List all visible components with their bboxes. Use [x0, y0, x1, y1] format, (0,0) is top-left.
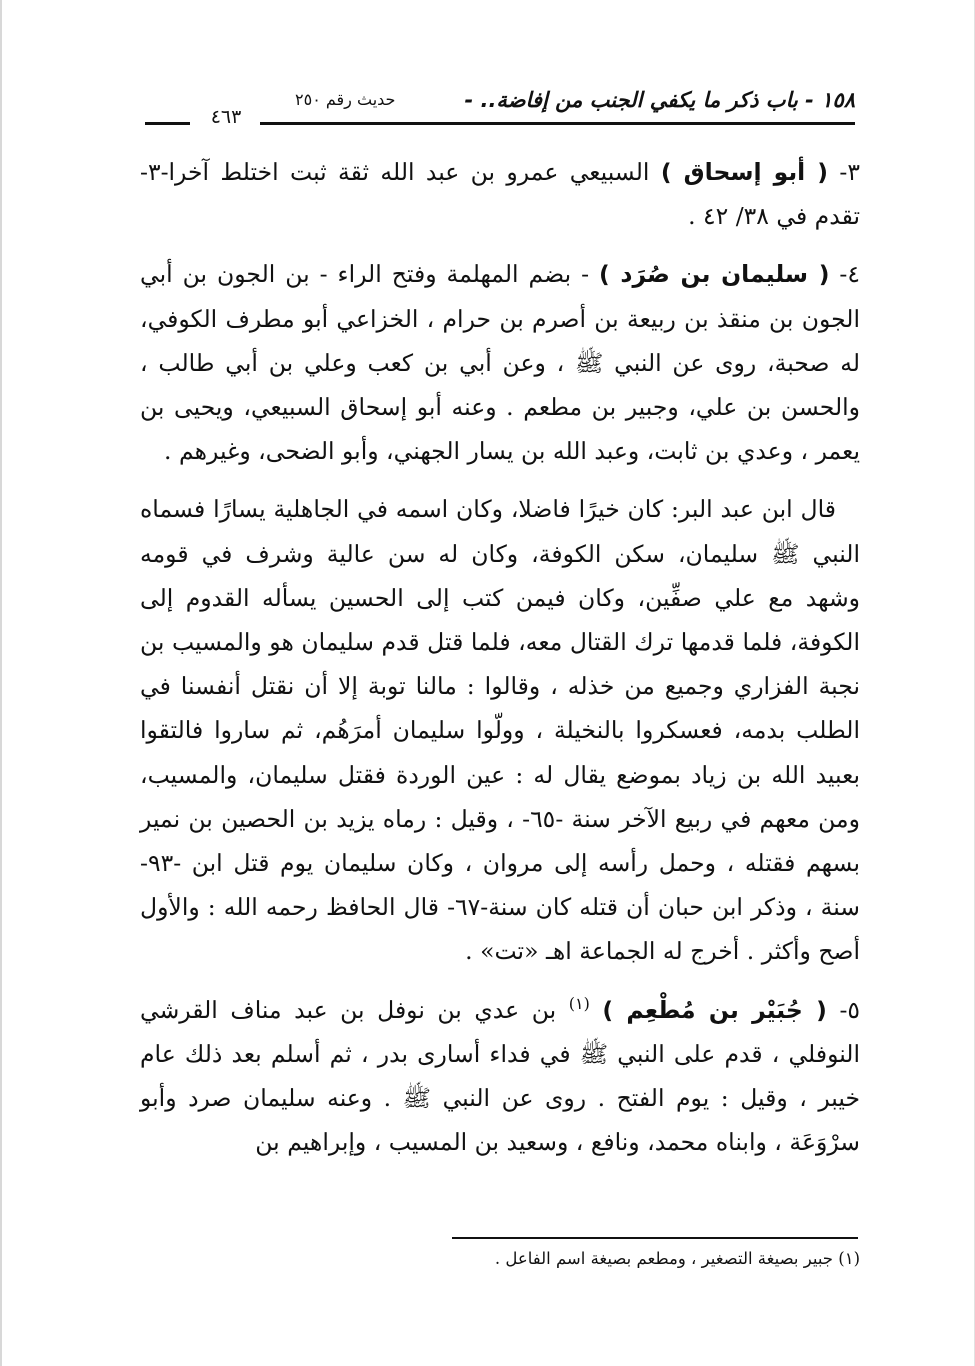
- header-rule: [260, 122, 855, 125]
- entry-5: [140, 988, 860, 1165]
- header-dash: [145, 122, 190, 125]
- entry-number: ٣-: [839, 158, 860, 186]
- entry-4: [140, 252, 860, 473]
- main-text: [140, 150, 860, 1164]
- narrator-name: ( جُبَيْر بن مُطْعِم ): [602, 995, 827, 1024]
- footnote-marker: (١): [568, 993, 590, 1013]
- entry-number: ٥-: [839, 995, 861, 1024]
- entry-text: السبيعي عمرو بن عبد الله ثقة ثبت اختلط آخرا-٣- تقدم في ٣٨/ ٤٢ .: [140, 158, 860, 231]
- narrator-name: ( أبو إسحاق ): [660, 158, 829, 186]
- ibn-abd-al-barr-quote: قال ابن عبد البر: كان خيرًا فاضلا، وكان اسمه في الجاهلية يسارًا فسماه النبي ﷺ سليمان، سكن الكوفة، وكان له سن عالية وشرف في قومه وشهد مع علي صفِّين، وكان فيمن كتب إلى الحسين يسأله القدوم إلى الكوفة، فلما قدمها ترك القتال معه، فلما قتل قدم سليمان هو والمسيب بن نجبة الفزاري وجميع من خذله ، وقالوا : مالنا توبة إلا أن نقتل أنفسنا في الطلب بدمه، فعسكروا بالنخيلة ، وولّوا سليمان أمرَهُم، ثم ساروا فالتقوا بعبيد الله بن زياد بموضع يقال له : عين الوردة فقتل سليمان، والمسيب، ومن معهم في ربيع الآخر سنة -٦٥- ، وقيل : رماه يزيد بن الحصين بن نمير بسهم فقتله ، وحمل رأسه إلى مروان ، وكان سليمان يوم قتل ابن -٩٣- سنة ، وذكر ابن حبان أن قتله كان سنة-٦٧- قال الحافظ رحمه الله : والأول أصح وأكثر . أخرج له الجماعة اهـ «تت» .: [140, 495, 860, 966]
- chapter-title: ١٥٨ - باب ذكر ما يكفي الجنب من إفاضة.. -: [464, 88, 855, 112]
- footnote-rule: [452, 1237, 858, 1239]
- page-number: ٤٦٣: [210, 106, 242, 128]
- scan-edge-left: [0, 0, 2, 1366]
- footnote: (١) جبير بصيغة التصغير ، ومطعم بصيغة اسم الفاعل .: [494, 1249, 860, 1268]
- entry-3: [140, 150, 860, 238]
- entry-number: ٤-: [839, 260, 860, 289]
- hadith-reference: حديث رقم ٢٥٠: [295, 90, 396, 109]
- narrator-name: ( سليمان بن صُرَد ): [598, 260, 830, 289]
- running-header: [145, 86, 855, 134]
- entry-text: بن عدي بن نوفل بن عبد مناف القرشي النوفلي ، قدم على النبي ﷺ في فداء أسارى بدر ، ثم أسلم بعد ذلك عام خيبر ، وقيل : يوم الفتح . روى عن النبي ﷺ . وعنه سليمان صرد وأبو سرْوَعَة ، وابناه محمد، ونافع ، وسعيد بن المسيب ، وإبراهيم بن: [140, 995, 860, 1157]
- entry-text: - بضم المهلمة وفتح الراء - بن الجون بن أبي الجون بن منقذ بن ربيعة بن أصرم بن حرام ، الخزاعي أبو مطرف الكوفي، له صحبة، روى عن النبي ﷺ ، وعن أبي بن كعب وعلي بن أبي طالب ، والحسن بن علي، وجبير بن مطعم . وعنه أبو إسحاق السبيعي، ويحيى بن يعمر ، وعدي بن ثابت، وعبد الله بن يسار الجهني، وأبو الضحى، وغيرهم .: [140, 260, 860, 466]
